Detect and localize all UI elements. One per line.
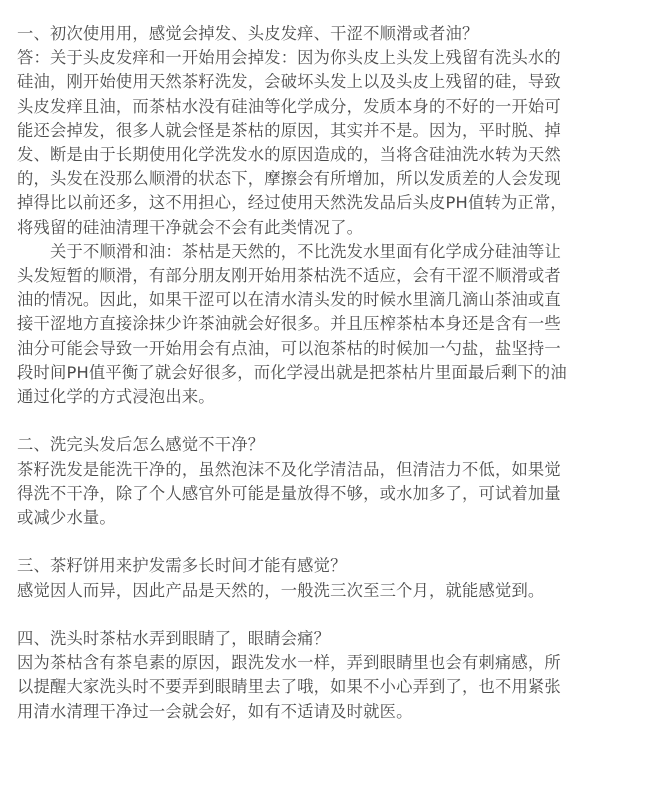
text-line: 的，头发在没那么顺滑的状态下，摩擦会有所增加，所以发质差的人会发现 bbox=[17, 169, 561, 189]
text-line: 以提醒大家洗头时不要弄到眼睛里去了哦，如果不小心弄到了，也不用紧张 bbox=[17, 677, 561, 697]
text-line: 发、断是由于长期使用化学洗发水的原因造成的，当将含硅油洗水转为天然 bbox=[17, 145, 561, 165]
text-line: 得洗不干净，除了个人感官外可能是量放得不够，或水加多了，可试着加量 bbox=[17, 483, 561, 503]
faq-section-2 bbox=[17, 433, 649, 530]
text-line: 关于不顺滑和油：茶枯是天然的，不比洗发水里面有化学成分硅油等让 bbox=[50, 241, 561, 261]
text-line: 用清水清理干净过一会就会好，如有不适请及时就医。 bbox=[17, 701, 413, 721]
section-title: 三、茶籽饼用来护发需多长时间才能有感觉？ bbox=[17, 556, 347, 576]
text-line: 茶籽洗发是能洗干净的，虽然泡沫不及化学清洁品，但清洁力不低，如果觉 bbox=[17, 459, 561, 479]
spacer bbox=[17, 409, 649, 433]
text-line: 油分可能会导致一开始用会有点油，可以泡茶枯的时候加一勺盐，盐坚持一 bbox=[17, 338, 561, 358]
faq-section-4 bbox=[17, 627, 649, 724]
text-line: 将残留的硅油清理干净就会不会有此类情况了。 bbox=[17, 217, 364, 237]
spacer bbox=[17, 603, 649, 627]
text-line: 段时间PH值平衡了就会好很多，而化学浸出就是把茶枯片里面最后剩下的油 bbox=[17, 362, 567, 382]
text-line: 或减少水量。 bbox=[17, 508, 116, 528]
text-line: 硅油，刚开始使用天然茶籽洗发，会破坏头发上以及头皮上残留的硅，导致 bbox=[17, 72, 561, 92]
text-line: 头皮发痒且油，而茶枯水没有硅油等化学成分，发质本身的不好的一开始可 bbox=[17, 96, 561, 116]
text-line: 通过化学的方式浸泡出来。 bbox=[17, 387, 215, 407]
text-line: 能还会掉发，很多人就会怪是茶枯的原因，其实并不是。因为，平时脱、掉 bbox=[17, 120, 561, 140]
text-line: 接干涩地方直接涂抹少许茶油就会好很多。并且压榨茶枯本身还是含有一些 bbox=[17, 314, 561, 334]
text-line: 掉得比以前还多，这不用担心，经过使用天然洗发品后头皮PH值转为正常， bbox=[17, 193, 567, 213]
section-title: 四、洗头时茶枯水弄到眼睛了，眼睛会痛？ bbox=[17, 629, 331, 649]
spacer bbox=[17, 530, 649, 554]
faq-section-1 bbox=[17, 22, 649, 409]
text-line: 答：关于头皮发痒和一开始用会掉发：因为你头皮上头发上残留有洗头水的 bbox=[17, 48, 561, 68]
text-line: 因为茶枯含有茶皂素的原因，跟洗发水一样，弄到眼睛里也会有刺痛感，所 bbox=[17, 653, 561, 673]
text-line: 感觉因人而异，因此产品是天然的，一般洗三次至三个月，就能感觉到。 bbox=[17, 580, 545, 600]
section-title: 二、洗完头发后怎么感觉不干净？ bbox=[17, 435, 265, 455]
text-line: 油的情况。因此，如果干涩可以在清水清头发的时候水里滴几滴山茶油或直 bbox=[17, 290, 561, 310]
faq-section-3 bbox=[17, 554, 649, 602]
text-line: 头发短暂的顺滑，有部分朋友刚开始用茶枯洗不适应，会有干涩不顺滑或者 bbox=[17, 266, 561, 286]
section-title: 一、初次使用用，感觉会掉发、头皮发痒、干涩不顺滑或者油？ bbox=[17, 24, 479, 43]
